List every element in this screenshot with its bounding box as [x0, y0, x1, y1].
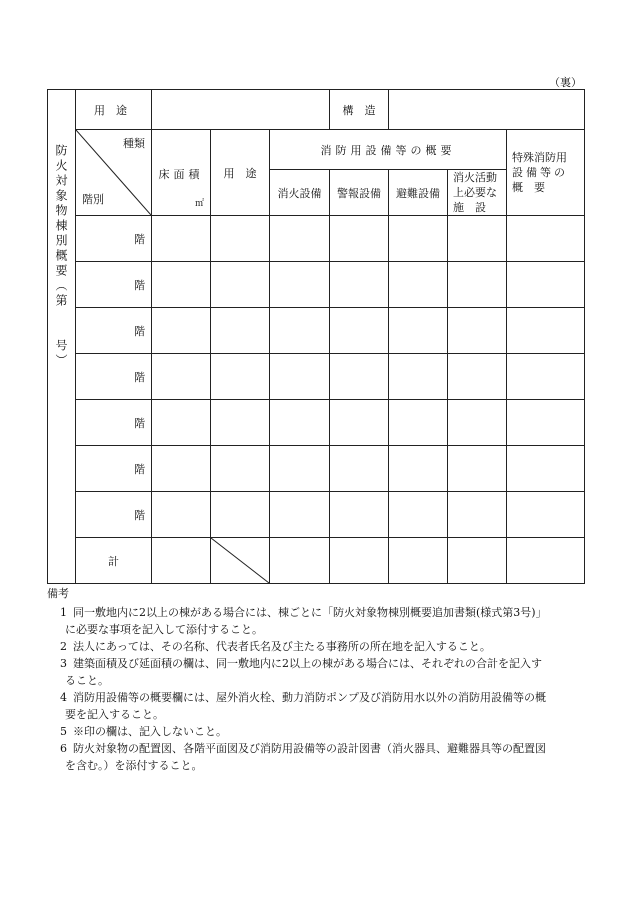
total-label: 計 [76, 538, 152, 584]
total-row [48, 538, 585, 584]
notes-section [47, 585, 587, 774]
firefighting-field[interactable] [448, 400, 507, 446]
floor-cell[interactable]: 階 [76, 446, 152, 492]
use-field[interactable] [211, 262, 270, 308]
evacuation-field[interactable] [389, 354, 448, 400]
use-field[interactable] [211, 400, 270, 446]
note-number: 5 [60, 725, 67, 738]
note-text: 防火対象物の配置図、各階平面図及び消防用設備等の設計図書（消火器具、避難器具等の配置図 [73, 742, 546, 755]
area-field[interactable] [152, 354, 211, 400]
note-text: 法人にあっては、その名称、代表者氏名及び主たる事務所の所在地を記入すること。 [73, 640, 491, 653]
note-item [47, 689, 587, 723]
special-field[interactable] [507, 308, 585, 354]
area-unit: ㎡ [194, 199, 204, 209]
floor-cell[interactable]: 階 [76, 216, 152, 262]
area-field[interactable] [152, 262, 211, 308]
special-equipment-header [507, 130, 585, 216]
note-number: 6 [60, 742, 67, 755]
special-line-1: 特殊消防用 [512, 151, 568, 164]
total-fire-field[interactable] [270, 538, 330, 584]
firefighting-line-1: 消火活動 [453, 171, 498, 184]
use-field[interactable] [211, 308, 270, 354]
floor-cell[interactable]: 階 [76, 354, 152, 400]
building-summary-table [47, 89, 585, 584]
note-number: 3 [60, 657, 67, 670]
special-line-3-wrap [512, 180, 579, 195]
use-label-cell [76, 90, 152, 130]
alarm-field[interactable] [330, 354, 389, 400]
area-field[interactable] [152, 446, 211, 492]
special-line-2: 設備等の [512, 166, 569, 179]
fire-field[interactable] [270, 492, 330, 538]
table-row [48, 354, 585, 400]
table-row [48, 216, 585, 262]
table-row [48, 308, 585, 354]
note-text: ※印の欄は、記入しないこと。 [73, 725, 227, 738]
special-line-3: 概 要 [512, 181, 546, 194]
vertical-form-title: 防火対象物棟別概要（第 号） [48, 90, 76, 584]
area-header [152, 130, 211, 216]
kind-label: 種類 [123, 137, 145, 150]
equipment-group-header: 消防用設備等の概要 [270, 130, 507, 170]
alarm-field[interactable] [330, 400, 389, 446]
note-number: 2 [60, 640, 67, 653]
page-side-mark: （裏） [549, 76, 582, 89]
fire-field[interactable] [270, 354, 330, 400]
kind-floor-header [76, 130, 152, 216]
special-field[interactable] [507, 216, 585, 262]
total-firefighting-field[interactable] [448, 538, 507, 584]
firefighting-field[interactable] [448, 492, 507, 538]
diagonal-line [211, 538, 269, 583]
evacuation-field[interactable] [389, 446, 448, 492]
total-evacuation-field[interactable] [389, 538, 448, 584]
firefighting-line-3: 施 設 [453, 201, 487, 214]
fire-field[interactable] [270, 446, 330, 492]
area-field[interactable] [152, 400, 211, 446]
note-number: 1 [60, 606, 67, 619]
floor-cell[interactable]: 階 [76, 262, 152, 308]
note-item [47, 740, 587, 774]
evacuation-field[interactable] [389, 400, 448, 446]
total-special-field[interactable] [507, 538, 585, 584]
alarm-field[interactable] [330, 492, 389, 538]
table-row [48, 262, 585, 308]
use-label: 用 途 [94, 103, 127, 117]
firefighting-header [448, 170, 507, 216]
use-value-field[interactable] [152, 90, 330, 130]
firefighting-field[interactable] [448, 354, 507, 400]
note-text: 建築面積及び延面積の欄は、同一敷地内に2以上の棟がある場合には、それぞれの合計を記入す [73, 657, 542, 670]
use-field[interactable] [211, 492, 270, 538]
special-field[interactable] [507, 262, 585, 308]
firefighting-line-2: 上必要な [453, 186, 498, 199]
total-alarm-field[interactable] [330, 538, 389, 584]
use-field[interactable] [211, 354, 270, 400]
fire-field[interactable] [270, 400, 330, 446]
note-item [47, 604, 587, 638]
notes-title: 備考 [47, 587, 69, 600]
total-area-field[interactable] [152, 538, 211, 584]
firefighting-field[interactable] [448, 262, 507, 308]
table-row [48, 446, 585, 492]
note-text: 同一敷地内に2以上の棟がある場合には、棟ごとに「防火対象物棟別概要追加書類(様式第3号)」 [73, 606, 547, 619]
special-field[interactable] [507, 354, 585, 400]
fire-extinguishing-header: 消火設備 [270, 170, 330, 216]
floor-cell[interactable]: 階 [76, 492, 152, 538]
fire-field[interactable] [270, 308, 330, 354]
area-label: 床面積 [158, 168, 204, 181]
firefighting-field[interactable] [448, 308, 507, 354]
special-field[interactable] [507, 492, 585, 538]
area-field[interactable] [152, 308, 211, 354]
evacuation-field[interactable] [389, 492, 448, 538]
floor-cell[interactable]: 階 [76, 400, 152, 446]
evacuation-field[interactable] [389, 308, 448, 354]
evacuation-header: 避難設備 [389, 170, 448, 216]
fire-field[interactable] [270, 262, 330, 308]
area-field[interactable] [152, 492, 211, 538]
alarm-field[interactable] [330, 216, 389, 262]
note-text-cont: 要を記入すること。 [65, 708, 164, 721]
note-text-cont: ること。 [65, 674, 109, 687]
note-text-cont: に必要な事項を記入して添付すること。 [65, 623, 263, 636]
note-number: 4 [60, 691, 67, 704]
floor-cell[interactable]: 階 [76, 308, 152, 354]
note-text-cont: を含む。）を添付すること。 [65, 759, 203, 772]
total-use-crossed-cell [211, 538, 270, 584]
special-field[interactable] [507, 400, 585, 446]
use-field[interactable] [211, 216, 270, 262]
structure-label: 構 造 [330, 90, 389, 130]
alarm-field[interactable] [330, 446, 389, 492]
evacuation-field[interactable] [389, 262, 448, 308]
floor-label: 階別 [82, 193, 104, 206]
table-row [48, 400, 585, 446]
evacuation-field[interactable] [389, 216, 448, 262]
floor-use-header: 用 途 [211, 130, 270, 216]
structure-value-field[interactable] [389, 90, 585, 130]
use-field[interactable] [211, 446, 270, 492]
table-row [48, 492, 585, 538]
alarm-field[interactable] [330, 262, 389, 308]
note-item [47, 638, 587, 655]
note-text: 消防用設備等の概要欄には、屋外消火栓、動力消防ポンプ及び消防用水以外の消防用設備等の概 [73, 691, 546, 704]
firefighting-field[interactable] [448, 216, 507, 262]
firefighting-field[interactable] [448, 446, 507, 492]
alarm-header: 警報設備 [330, 170, 389, 216]
area-field[interactable] [152, 216, 211, 262]
note-item [47, 723, 587, 740]
note-item [47, 655, 587, 689]
special-field[interactable] [507, 446, 585, 492]
alarm-field[interactable] [330, 308, 389, 354]
fire-field[interactable] [270, 216, 330, 262]
